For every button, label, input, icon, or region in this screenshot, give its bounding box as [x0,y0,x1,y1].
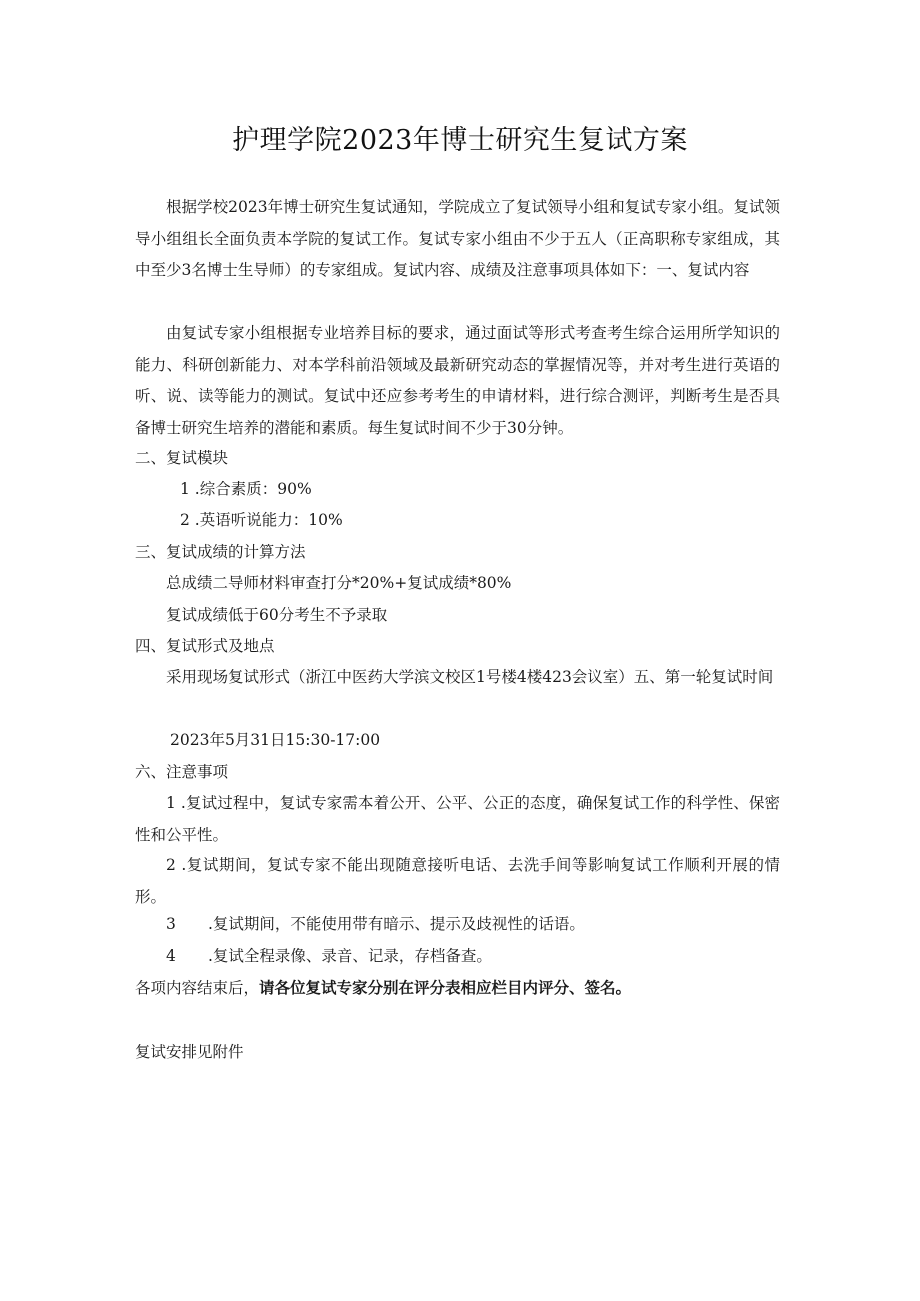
closing-bold-text: 请各位复试专家分别在评分表相应栏目内评分、签名。 [259,978,632,997]
section2-heading: 二、复试模块 [135,449,229,467]
closing-sentence [135,972,631,1005]
section6-heading: 六、注意事项 [135,763,229,781]
page-title: 护理学院2023年博士研究生复试方案 [232,125,688,156]
exam-datetime: 2023年5月31日15:30-17:00 [170,731,381,749]
score-formula: 总成绩二导师材料审查打分*20%+复试成绩*80% [166,574,512,592]
note-item-1: 1 .复试过程中，复试专家需本着公开、公平、公正的态度，确保复试工作的科学性、保密性和公平性。 [135,794,780,844]
note-item-3-number: 3 [166,915,176,933]
note-item-2: 2 .复试期间，复试专家不能出现随意接听电话、去洗手间等影响复试工作顺利开展的情形。 [135,856,780,906]
note-item-4-text: .复试全程录像、录音、记录，存档备查。 [208,947,492,965]
module-item-1: 1 .综合素质：90% [180,480,312,498]
intro-paragraph: 根据学校2023年博士研究生复试通知，学院成立了复试领导小组和复试专家小组。复试领导小组组长全面负责本学院的复试工作。复试专家小组由不少于五人（正高职称专家组成，其中至少3名博士生导师）的专家组成。复试内容、成绩及注意事项具体如下：一、复试内容 [135,198,780,279]
location-paragraph: 采用现场复试形式（浙江中医药大学滨文校区1号楼4楼423会议室）五、第一轮复试时间 [166,668,774,686]
section4-heading: 四、复试形式及地点 [135,637,275,655]
module-item-2: 2 .英语听说能力：10% [180,511,343,529]
section1-body: 由复试专家小组根据专业培养目标的要求，通过面试等形式考查考生综合运用所学知识的能力、科研创新能力、对本学科前沿领域及最新研究动态的掌握情况等，并对考生进行英语的听、说、读等能力的测试。复试中还应参考考生的申请材料，进行综合测评，判断考生是否具备博士研究生培养的潜能和素质。每生复试时间不少于30分钟。 [135,324,780,437]
note-item-4-number: 4 [166,947,176,965]
note-item-3-text: .复试期间，不能使用带有暗示、提示及歧视性的话语。 [208,915,585,933]
section3-heading: 三、复试成绩的计算方法 [135,543,306,561]
closing-plain-text: 各项内容结束后， [135,979,260,997]
score-threshold: 复试成绩低于60分考生不予录取 [166,606,388,624]
appendix-note: 复试安排见附件 [135,1043,244,1061]
